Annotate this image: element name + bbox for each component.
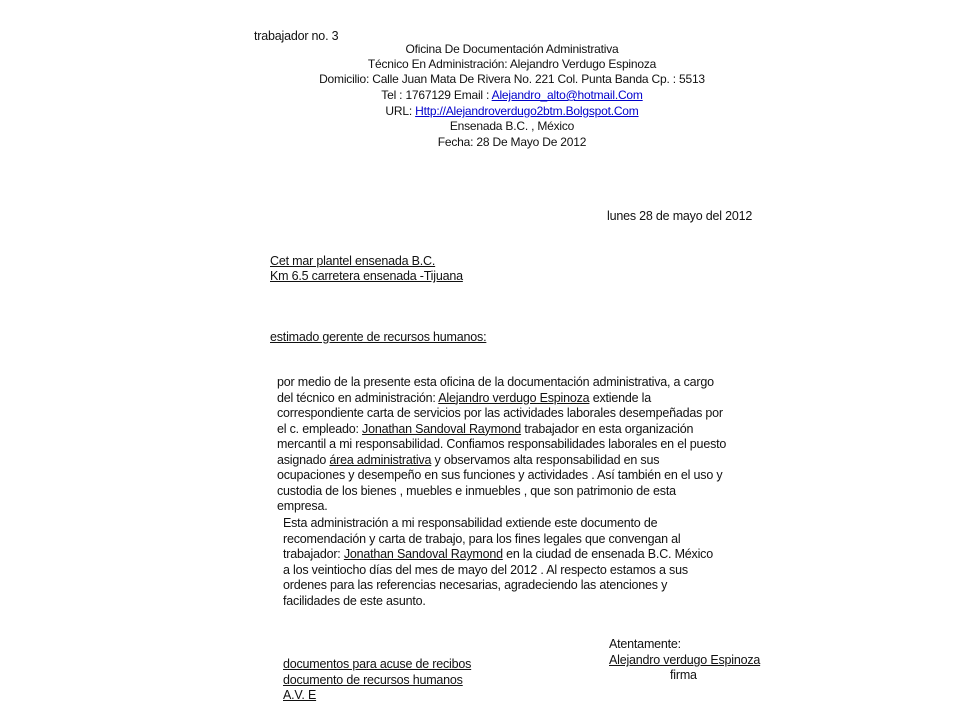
- city-line: Ensenada B.C. , México: [449, 119, 575, 133]
- url-line: [262, 104, 762, 118]
- paragraph-line: ordenes para las referencias necesarias, agradeciendo las atenciones y: [283, 578, 668, 592]
- paragraph-line: asignado área administrativa y observamos alta responsabilidad en sus: [277, 452, 660, 467]
- worker-number: trabajador no. 3: [254, 29, 339, 43]
- letter-date: lunes 28 de mayo del 2012: [607, 209, 753, 223]
- paragraph-line: correspondiente carta de servicios por las actividades laborales desempeñadas por: [277, 406, 723, 420]
- closing-salutation: Atentamente:: [609, 637, 681, 651]
- paragraph-line: empresa.: [277, 499, 328, 513]
- paragraph-line: el c. empleado: Jonathan Sandoval Raymond trabajador en esta organización: [277, 421, 694, 436]
- recipient-name: Cet mar plantel ensenada B.C.: [270, 254, 436, 268]
- salutation: estimado gerente de recursos humanos:: [270, 330, 487, 344]
- employee-name: Jonathan Sandoval Raymond: [362, 421, 522, 436]
- office-name: Oficina De Documentación Administrativa: [405, 42, 619, 56]
- body-paragraph-1: [277, 375, 726, 515]
- body-paragraph-2: [283, 516, 713, 609]
- paragraph-line: Esta administración a mi responsabilidad extiende este documento de: [283, 516, 658, 530]
- paragraph-line: del técnico en administración: Alejandro verdugo Espinoza extiende la: [277, 390, 651, 405]
- contact-line: [262, 88, 762, 102]
- paragraph-line: facilidades de este asunto.: [283, 593, 426, 608]
- header-date: Fecha: 28 De Mayo De 2012: [437, 135, 587, 149]
- signer-name: Alejandro verdugo Espinoza: [609, 653, 761, 667]
- paragraph-line: mercantil a mi responsabilidad. Confiamos responsabilidades laborales en el puesto: [277, 437, 727, 451]
- blog-url-link[interactable]: Http://Alejandroverdugo2btm.Bolgspot.Com: [415, 104, 639, 118]
- signature-label: firma: [670, 668, 697, 682]
- paragraph-line: trabajador: Jonathan Sandoval Raymond en la ciudad de ensenada B.C. México: [283, 547, 713, 561]
- paragraph-line: recomendación y carta de trabajo, para los fines legales que convengan al: [283, 531, 681, 546]
- paragraph-line: por medio de la presente esta oficina de la documentación administrativa, a cargo: [277, 375, 714, 389]
- paragraph-line: a los veintiocho días del mes de mayo del 2012 . Al respecto estamos a sus: [283, 562, 688, 577]
- recipient-address: Km 6.5 carretera ensenada -Tijuana: [270, 269, 463, 283]
- attachment-item: documentos para acuse de recibos: [283, 657, 472, 671]
- technician-name: Alejandro verdugo Espinoza: [438, 390, 590, 405]
- employee-name: Jonathan Sandoval Raymond: [343, 547, 503, 561]
- tel-label: Tel : 1767129 Email :: [381, 88, 492, 102]
- address-line: Domicilio: Calle Juan Mata De Rivera No. 221 Col. Punta Banda Cp. : 5513: [319, 72, 705, 86]
- technician-line: Técnico En Administración: Alejandro Verdugo Espinoza: [367, 57, 657, 71]
- paragraph-line: ocupaciones y desempeño en sus funciones y actividades . Así también en el uso y: [277, 468, 723, 482]
- paragraph-line: custodia de los bienes , muebles e inmuebles , que son patrimonio de esta: [277, 483, 676, 498]
- url-label: URL:: [385, 104, 416, 118]
- attachment-initials: A.V. E: [283, 688, 317, 702]
- assigned-area: área administrativa: [329, 452, 432, 467]
- email-link[interactable]: Alejandro_alto@hotmail.Com: [491, 88, 643, 102]
- attachment-item: documento de recursos humanos: [283, 673, 463, 687]
